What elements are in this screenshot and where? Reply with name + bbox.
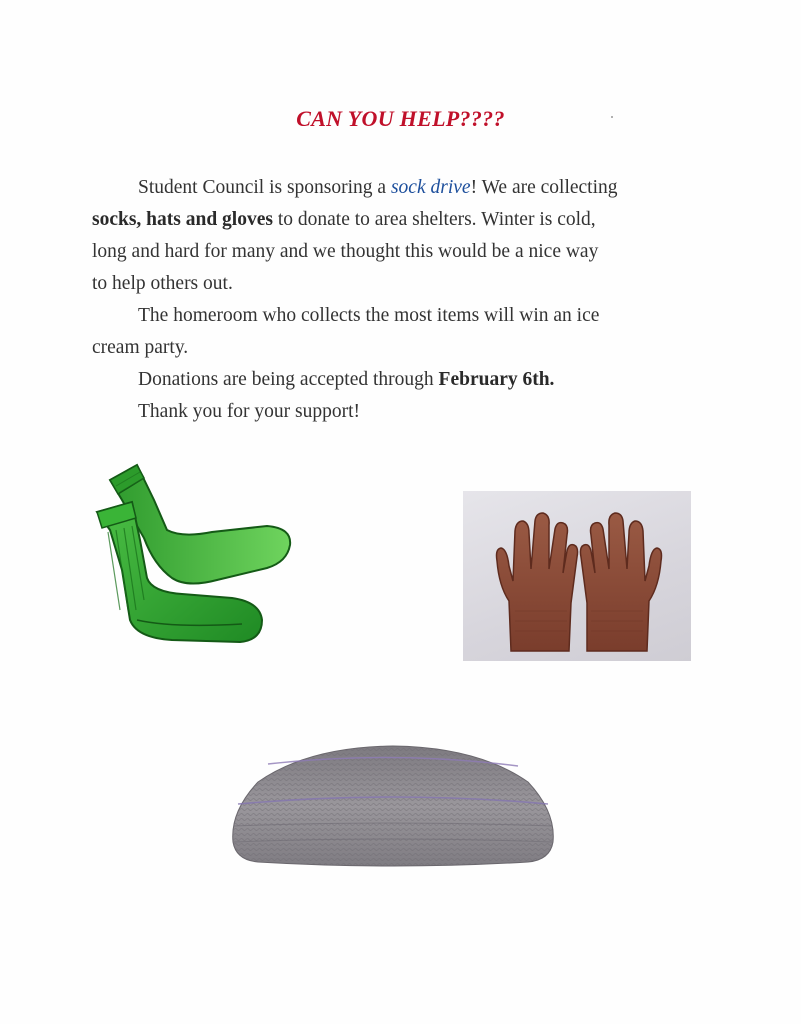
deadline-date: February 6th.: [438, 369, 555, 390]
flyer-body: [92, 172, 692, 428]
body-text-segment: Donations are being accepted through: [138, 369, 439, 390]
scan-speck: [611, 116, 613, 118]
flyer-title: CAN YOU HELP????: [296, 106, 505, 131]
body-line: [92, 204, 692, 236]
body-text-segment: ! We are collecting: [470, 177, 618, 198]
body-line: The homeroom who collects the most items will win an ice: [138, 305, 600, 326]
gloves-image: [463, 491, 691, 661]
body-line: [92, 172, 692, 204]
collected-items-bold: socks, hats and gloves: [92, 209, 273, 230]
gloves-icon: [463, 491, 691, 661]
body-text-segment: to donate to area shelters. Winter is cold,: [272, 209, 596, 230]
thank-you-line: Thank you for your support!: [138, 401, 361, 422]
socks-image: [92, 460, 297, 655]
body-line: [92, 364, 692, 396]
body-line: to help others out.: [92, 273, 233, 294]
sock-drive-highlight: sock drive: [390, 177, 471, 198]
body-line: long and hard for many and we thought this would be a nice way: [92, 241, 599, 262]
hat-image: [228, 742, 558, 872]
body-text-segment: Student Council is sponsoring a: [138, 177, 391, 198]
body-line: cream party.: [92, 337, 189, 358]
